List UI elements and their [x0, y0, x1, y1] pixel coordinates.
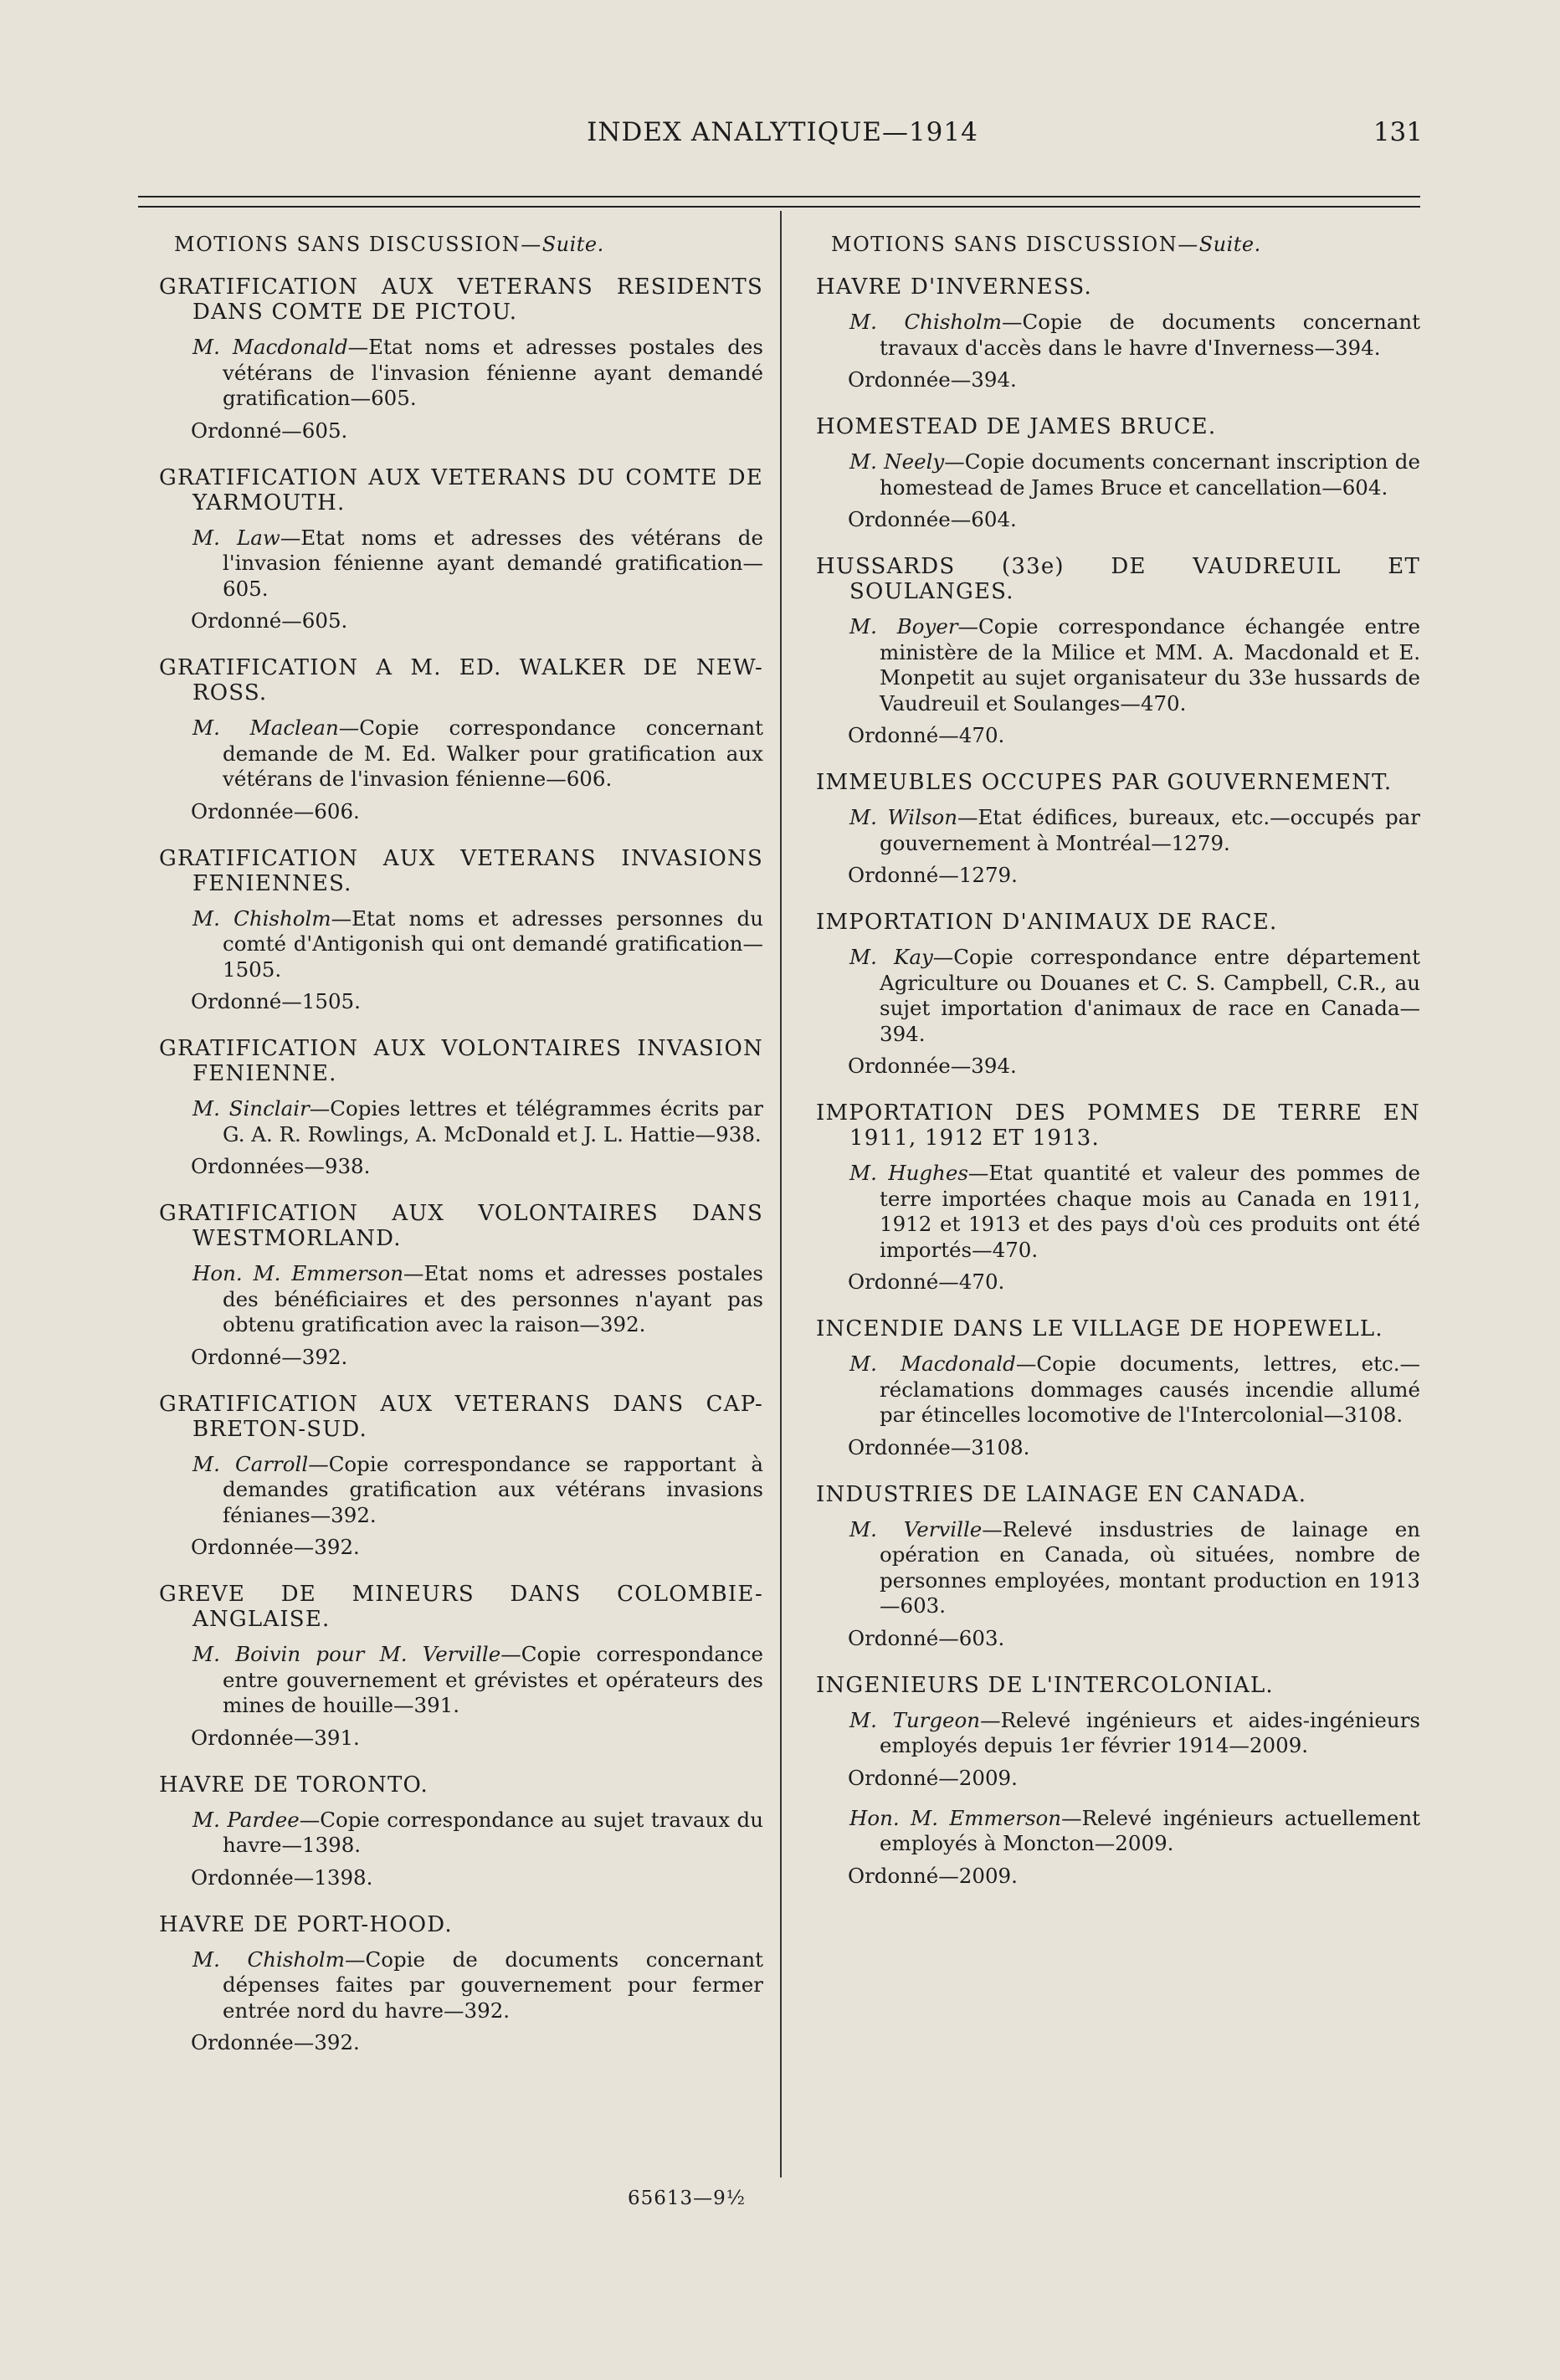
header-rule — [138, 196, 1420, 208]
order-line: Ordonné—605. — [191, 608, 348, 633]
member-name: Hon. M. Emmerson — [192, 1261, 403, 1285]
entry-heading: IMPORTATION D'ANIMAUX DE RACE. — [816, 910, 1278, 935]
order-line: Ordonné—2009. — [848, 1863, 1018, 1888]
entry-body — [816, 1806, 1420, 1857]
member-name: M. Turgeon — [849, 1707, 981, 1732]
member-name: M. Hughes — [849, 1161, 968, 1185]
entry-text: —Etat édifices, bureaux, etc.—occupés par gouvernement à Montréal—1279. — [880, 805, 1420, 855]
order-line: Ordonné—1279. — [848, 863, 1018, 887]
entry-body — [816, 449, 1420, 500]
entry-text: —Relevé insdustries de lainage en opération en Canada, où situées, nombre de personnes employées, montant production en 1913—603. — [880, 1516, 1420, 1618]
entry-heading: HAVRE D'INVERNESS. — [816, 274, 1092, 300]
order-line: Ordonnée—394. — [848, 367, 1017, 392]
index-entry — [816, 414, 1420, 532]
index-entry — [159, 1772, 763, 1890]
entry-text: —Copie documents, lettres, etc.—réclamations dommages causés incendie allumé par étincelles locomotive de l'Intercolonial—3108. — [880, 1352, 1421, 1427]
index-entry — [816, 770, 1420, 888]
order-line: Ordonnée—604. — [848, 507, 1017, 531]
entry-heading: GRATIFICATION A M. ED. WALKER DE NEW-ROSS. — [159, 655, 763, 705]
running-head — [831, 233, 1420, 256]
column-divider — [780, 211, 782, 2177]
entry-body — [159, 906, 763, 983]
entry-heading: IMMEUBLES OCCUPES PAR GOUVERNEMENT. — [816, 770, 1393, 795]
index-entry — [159, 655, 763, 824]
member-name: M. Carroll — [192, 1451, 309, 1476]
entry-heading: HOMESTEAD DE JAMES BRUCE. — [816, 414, 1217, 439]
running-head — [174, 233, 763, 256]
entry-heading: GRATIFICATION AUX VOLONTAIRES DANS WESTMORLAND. — [159, 1201, 763, 1251]
index-entry — [159, 1912, 763, 2056]
entry-heading: HUSSARDS (33e) DE VAUDREUIL ET SOULANGES. — [816, 554, 1420, 604]
entry-text: —Relevé ingénieurs et aides-ingénieurs employés depuis 1er février 1914—2009. — [880, 1707, 1420, 1757]
member-name: M. Chisholm — [192, 1947, 345, 1972]
index-entry — [816, 554, 1420, 748]
entry-body — [159, 1947, 763, 2024]
index-entry — [816, 274, 1420, 392]
entry-heading: INDUSTRIES DE LAINAGE EN CANADA. — [816, 1481, 1307, 1507]
left-column — [159, 233, 763, 2077]
entry-heading: IMPORTATION DES POMMES DE TERRE EN 1911, 1912 ET 1913. — [816, 1100, 1420, 1151]
entry-text: —Etat noms et adresses postales des vétérans de l'invasion fénienne ayant demandé gratification—605. — [223, 335, 763, 410]
running-head-suffix: Suite. — [1198, 233, 1261, 256]
entry-body — [159, 1261, 763, 1338]
index-entry — [816, 1316, 1420, 1460]
member-name: M. Verville — [849, 1516, 983, 1541]
running-head-label: MOTIONS SANS DISCUSSION— — [831, 233, 1199, 256]
entry-heading: HAVRE DE TORONTO. — [159, 1772, 428, 1798]
member-name: M. Law — [192, 525, 280, 550]
right-column — [816, 233, 1420, 1911]
order-line: Ordonné—2009. — [848, 1765, 1018, 1790]
index-entry — [159, 846, 763, 1015]
entry-body — [816, 805, 1420, 856]
order-line: Ordonné—1505. — [191, 989, 361, 1013]
index-entry — [816, 910, 1420, 1079]
member-name: M. Boyer — [849, 614, 958, 639]
entry-text: —Copie correspondance entre département Agriculture ou Douanes et C. S. Campbell, C.R., au sujet importation d'animaux de race en Canada—394. — [880, 945, 1420, 1046]
member-name: M. Wilson — [849, 805, 958, 829]
entry-heading: GRATIFICATION AUX VOLONTAIRES INVASION FENIENNE. — [159, 1036, 763, 1086]
order-line: Ordonné—603. — [848, 1625, 1005, 1650]
member-name: M. Macdonald — [192, 335, 348, 359]
page-title: INDEX ANALYTIQUE—1914 — [587, 117, 978, 147]
entry-body — [816, 1161, 1420, 1263]
order-line: Ordonnée—3108. — [848, 1434, 1030, 1459]
entry-body — [159, 1808, 763, 1859]
entry-text: —Etat noms et adresses postales des bénéficiaires et des personnes n'ayant pas obtenu gratification avec la raison—392. — [223, 1261, 763, 1336]
member-name: M. Chisholm — [192, 905, 331, 931]
entry-text: —Copie correspondance se rapportant à demandes gratification aux vétérans invasions fénianes—392. — [223, 1451, 763, 1527]
order-line: Ordonnée—391. — [191, 1725, 360, 1750]
entry-body — [816, 1708, 1420, 1759]
member-name: M. Sinclair — [192, 1096, 310, 1121]
index-entry — [159, 1582, 763, 1751]
member-name: M. Maclean — [192, 716, 339, 740]
member-name: Hon. M. Emmerson — [849, 1805, 1062, 1830]
order-line: Ordonnée—606. — [191, 798, 360, 823]
entry-body — [816, 310, 1420, 361]
order-line: Ordonné—470. — [848, 723, 1005, 747]
index-entry — [816, 1100, 1420, 1295]
index-entry — [159, 1036, 763, 1179]
entry-text: —Copies lettres et télégrammes écrits par G. A. R. Rowlings, A. McDonald et J. L. Hattie—938. — [223, 1096, 763, 1146]
entry-body — [159, 1096, 763, 1147]
entry-body — [816, 945, 1420, 1047]
page-header — [142, 117, 1423, 159]
entry-text: —Etat quantité et valeur des pommes de terre importées chaque mois au Canada en 1911, 1912 et 1913 et des pays d'où ces produits ont été importés—470. — [880, 1161, 1420, 1262]
member-name: M. Macdonald — [849, 1352, 1016, 1376]
entry-heading: HAVRE DE PORT-HOOD. — [159, 1911, 453, 1937]
entry-heading: GRATIFICATION AUX VETERANS DANS CAP-BRETON-SUD. — [159, 1391, 763, 1442]
entry-heading: GRATIFICATION AUX VETERANS RESIDENTS DANS COMTE DE PICTOU. — [159, 274, 763, 325]
index-entry — [159, 274, 763, 444]
index-entry — [159, 465, 763, 634]
order-line: Ordonnée—1398. — [191, 1865, 373, 1890]
entry-body — [816, 1517, 1420, 1619]
entry-text: —Copie correspondance entre gouvernement et grévistes et opérateurs des mines de houille—391. — [223, 1642, 763, 1717]
entry-text: —Etat noms et adresses des vétérans de l'invasion fénienne ayant demandé gratification—605. — [223, 525, 763, 601]
entry-heading: INGENIEURS DE L'INTERCOLONIAL. — [816, 1672, 1274, 1698]
entry-body — [159, 716, 763, 792]
index-entry — [159, 1201, 763, 1370]
member-name: M. Kay — [849, 945, 933, 969]
member-name: M. Boivin pour M. Verville — [192, 1642, 501, 1666]
index-entry — [159, 1392, 763, 1561]
index-entry — [816, 1482, 1420, 1651]
entry-body — [816, 614, 1420, 716]
signature-mark: 65613—9½ — [628, 2188, 747, 2209]
member-name: M. Chisholm — [849, 310, 1002, 334]
entry-heading: GREVE DE MINEURS DANS COLOMBIE-ANGLAISE. — [159, 1582, 763, 1632]
entry-heading: GRATIFICATION AUX VETERANS DU COMTE DE YARMOUTH. — [159, 464, 763, 515]
entry-body — [816, 1352, 1420, 1429]
index-entry — [816, 1673, 1420, 1889]
entry-text: —Copie correspondance au sujet travaux du havre—1398. — [223, 1807, 763, 1857]
order-line: Ordonné—392. — [191, 1344, 348, 1369]
entry-heading: INCENDIE DANS LE VILLAGE DE HOPEWELL. — [816, 1316, 1383, 1341]
order-line: Ordonnées—938. — [191, 1154, 371, 1178]
order-line: Ordonné—605. — [191, 418, 348, 443]
entry-text: —Copie de documents concernant dépenses faites par gouvernement pour fermer entrée nord du havre—392. — [223, 1947, 763, 2023]
order-line: Ordonné—470. — [848, 1270, 1005, 1294]
entry-heading: GRATIFICATION AUX VETERANS INVASIONS FENIENNES. — [159, 845, 763, 896]
running-head-label: MOTIONS SANS DISCUSSION— — [174, 233, 542, 256]
page-number: 131 — [1373, 117, 1423, 147]
entry-text: —Etat noms et adresses personnes du comté d'Antigonish qui ont demandé gratification—1505. — [223, 905, 763, 982]
entry-body — [159, 335, 763, 412]
entry-text: —Copie de documents concernant travaux d'accès dans le havre d'Inverness—394. — [880, 310, 1420, 360]
entry-text: —Relevé ingénieurs actuellement employés à Moncton—2009. — [880, 1805, 1420, 1855]
order-line: Ordonnée—394. — [848, 1054, 1017, 1078]
entry-text: —Copie correspondance échangée entre ministère de la Milice et MM. A. Macdonald et E. Monpetit au sujet organisateur du 33e hussards de Vaudreuil et Soulanges—470. — [880, 614, 1421, 716]
entry-body — [159, 526, 763, 603]
entry-body — [159, 1642, 763, 1719]
member-name: M. Neely — [849, 449, 945, 474]
order-line: Ordonnée—392. — [191, 1535, 360, 1559]
entry-text: —Copie documents concernant inscription de homestead de James Bruce et cancellation—604. — [880, 449, 1420, 500]
entry-body — [159, 1452, 763, 1529]
running-head-suffix: Suite. — [541, 233, 604, 256]
order-line: Ordonnée—392. — [191, 2030, 360, 2054]
member-name: M. Pardee — [192, 1807, 300, 1832]
entry-text: —Copie correspondance concernant demande de M. Ed. Walker pour gratification aux vétérans de l'invasion fénienne—606. — [223, 716, 763, 791]
